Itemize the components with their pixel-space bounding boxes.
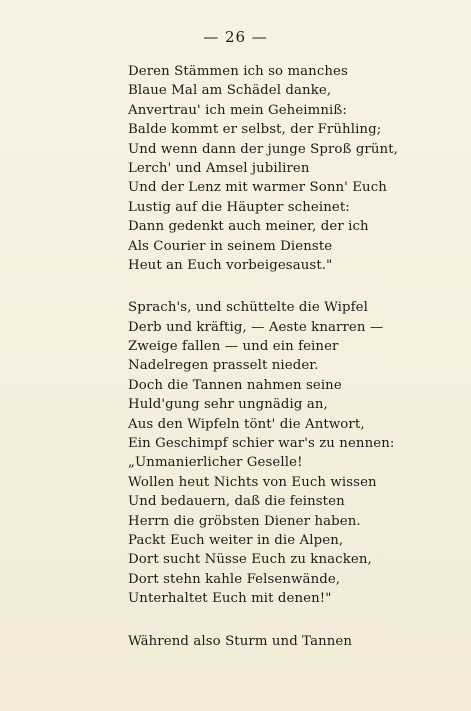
poem-line: Zweige fallen — und ein feiner	[128, 339, 339, 355]
poem-line: Packt Euch weiter in die Alpen,	[128, 532, 344, 548]
poem-line: Heut an Euch vorbeigesaust."	[128, 257, 333, 273]
poem-line: Derb und kräftig, — Aeste knarren —	[128, 319, 384, 335]
poem-line: Unterhaltet Euch mit denen!"	[128, 591, 332, 607]
stanza-1	[128, 62, 459, 275]
poem-line: Herrn die gröbsten Diener haben.	[128, 513, 361, 529]
poem-text	[128, 62, 459, 651]
poem-line: Und wenn dann der junge Sproß grünt,	[128, 141, 398, 157]
poem-line: Aus den Wipfeln tönt' die Antwort,	[128, 416, 365, 432]
poem-line: Und der Lenz mit warmer Sonn' Euch	[128, 180, 387, 196]
poem-line: Huld'gung sehr ungnädig an,	[128, 397, 328, 413]
poem-line: Dort sucht Nüsse Euch zu knacken,	[128, 552, 372, 568]
poem-line: Ein Geschimpf schier war's zu nennen:	[128, 436, 395, 452]
poem-line: Deren Stämmen ich so manches	[128, 64, 348, 79]
stanza-3	[128, 632, 459, 651]
page-number: — 26 —	[203, 28, 268, 46]
poem-line: Sprach's, und schüttelte die Wipfel	[128, 300, 368, 316]
poem-line: Während also Sturm und Tannen	[128, 633, 353, 649]
poem-line: Lerch' und Amsel jubiliren	[128, 160, 310, 176]
poem-line: Doch die Tannen nahmen seine	[128, 377, 342, 393]
poem-line: Balde kommt er selbst, der Frühling;	[128, 122, 382, 138]
poem-line: Dann gedenkt auch meiner, der ich	[128, 219, 369, 235]
poem-line: Blaue Mal am Schädel danke,	[128, 83, 332, 99]
poem-line: Anvertrau' ich mein Geheimniß:	[128, 102, 347, 118]
poem-line: Lustig auf die Häupter scheinet:	[128, 199, 350, 215]
poem-line: Und bedauern, daß die feinsten	[128, 494, 345, 510]
poem-line: Dort stehn kahle Felsenwände,	[128, 571, 341, 587]
poem-line: „Unmanierlicher Geselle!	[128, 455, 303, 471]
poem-line: Als Courier in seinem Dienste	[128, 238, 333, 254]
stanza-2	[128, 298, 459, 608]
poem-line: Wollen heut Nichts von Euch wissen	[128, 474, 377, 490]
poem-line: Nadelregen prasselt nieder.	[128, 358, 319, 374]
